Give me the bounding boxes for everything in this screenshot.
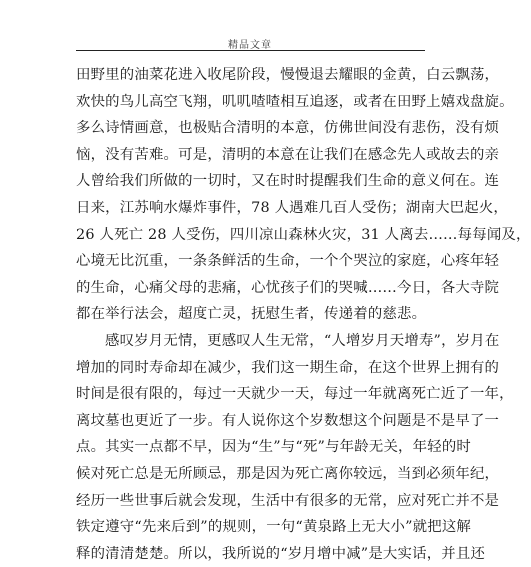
- paragraph-line: 26 人死亡 28 人受伤，四川凉山森林火灾，31 人离去……每每闻及，: [76, 226, 531, 243]
- page-header-title: 精品文章: [228, 40, 272, 51]
- paragraph-line: 人曾给我们所做的一切时，又在时时提醒我们生命的意义何在。连: [76, 173, 500, 190]
- paragraph-line: 欢快的鸟儿高空飞翔，叽叽喳喳相互追逐，或者在田野上嬉戏盘旋。: [76, 93, 514, 110]
- paragraph-line: 铁定遵守“先来后到”的规则，一句“黄泉路上无大小”就把这解: [76, 519, 471, 536]
- paragraph-line: 离坟墓也更近了一步。有人说你这个岁数想这个问题是不是早了一: [76, 412, 500, 429]
- article-body: [76, 62, 531, 567]
- paragraph-line: 增加的同时寿命却在减少，我们这一期生命，在这个世界上拥有的: [76, 359, 500, 376]
- paragraph-line: 的生命，心痛父母的悲痛，心忧孩子们的哭喊……今日，各大寺院: [76, 279, 500, 296]
- paragraph-line: 释的清清楚楚。所以，我所说的“岁月增中减”是大实话，并且还: [76, 545, 486, 562]
- paragraph-line: 经历一些世事后就会发现，生活中有很多的无常，应对死亡并不是: [76, 492, 500, 509]
- paragraph-line: 恼，没有苦难。可是，清明的本意在让我们在感念先人或故去的亲: [76, 146, 500, 163]
- paragraph-line: 多么诗情画意，也极贴合清明的本意，仿佛世间没有悲伤，没有烦: [76, 120, 500, 137]
- paragraph-line: 感叹岁月无情，更感叹人生无常，“人增岁月天增寿”，岁月在: [105, 332, 500, 349]
- paragraph-line: 点。其实一点都不早，因为“生”与“死”与年龄无关，年轻的时: [76, 439, 471, 456]
- paragraph-line: 田野里的油菜花进入收尾阶段，慢慢退去耀眼的金黄，白云飘荡，: [76, 67, 500, 83]
- paragraph-line: 心境无比沉重，一条条鲜活的生命，一个个哭泣的家庭，心疼年轻: [76, 253, 500, 270]
- header-divider: [76, 50, 425, 51]
- paragraph-line: 候对死亡总是无所顾忌，那是因为死亡离你较远，当到必须年纪，: [76, 465, 500, 482]
- paragraph-line: 都在举行法会，超度亡灵，抚慰生者，传递着的慈悲。: [76, 306, 427, 323]
- paragraph-line: 时间是很有限的，每过一天就少一天，每过一年就离死亡近了一年，: [76, 386, 514, 403]
- paragraph-line: 日来，江苏响水爆炸事件，78 人遇难几百人受伤；湖南大巴起火，: [76, 199, 509, 216]
